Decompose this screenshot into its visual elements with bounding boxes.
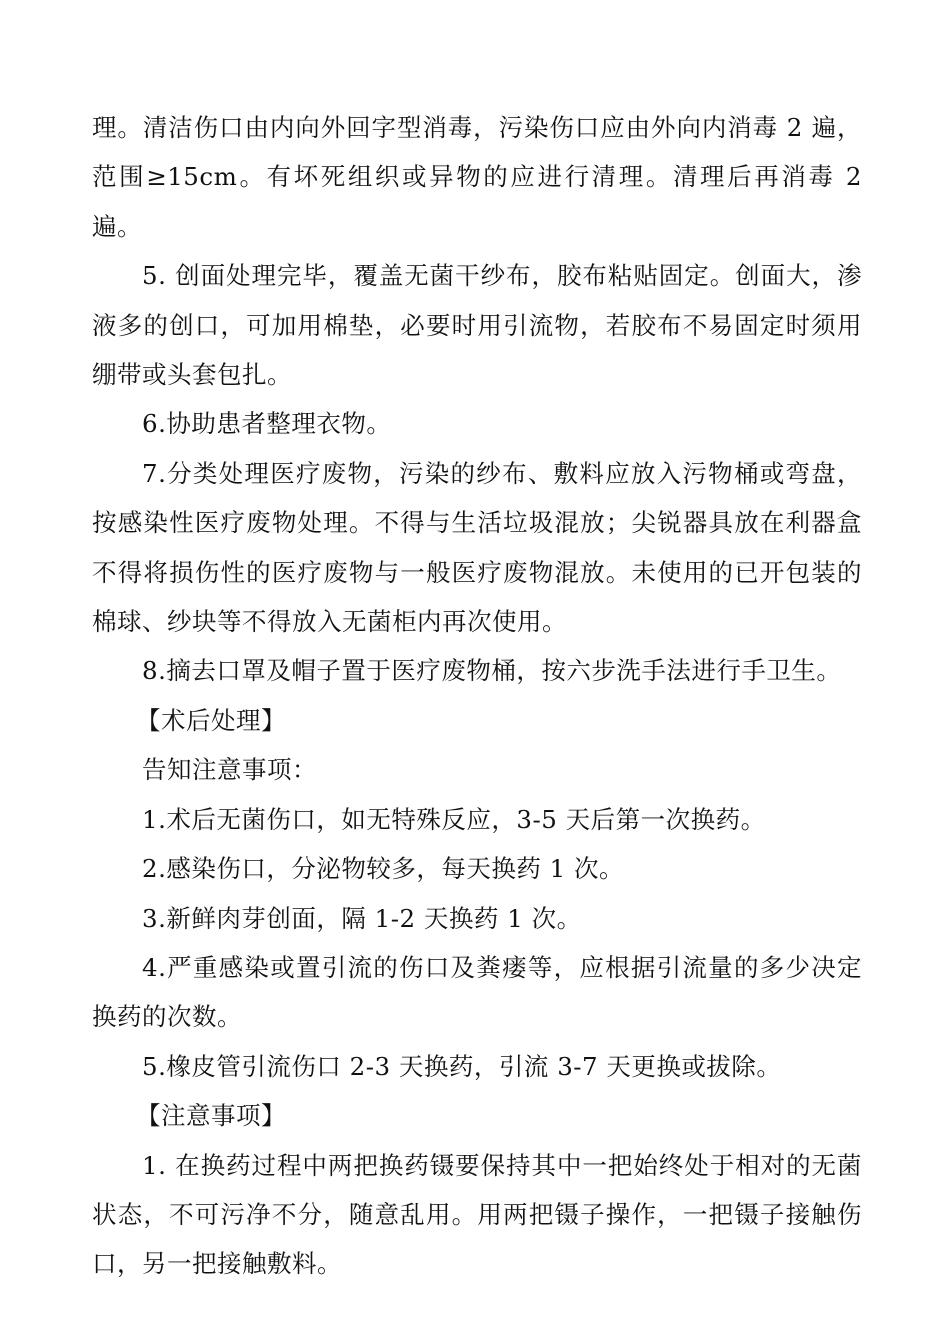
paragraph-continued: 理。清洁伤口由内向外回字型消毒，污染伤口应由外向内消毒 2 遍，范围≥15cm。有坏死组织或异物的应进行清理。清理后再消毒 2 遍。	[92, 113, 862, 241]
paragraph-item-8: 8.摘去口罩及帽子置于医疗废物桶，按六步洗手法进行手卫生。	[142, 656, 842, 686]
notice-item-1: 1.术后无菌伤口，如无特殊反应，3-5 天后第一次换药。	[142, 804, 766, 834]
notice-item-3: 3.新鲜肉芽创面，隔 1-2 天换药 1 次。	[142, 903, 582, 933]
document-page	[92, 103, 862, 1289]
notice-item-5: 5.橡皮管引流伤口 2-3 天换药，引流 3-7 天更换或拔除。	[142, 1051, 782, 1081]
notice-item-2: 2.感染伤口，分泌物较多，每天换药 1 次。	[142, 854, 625, 884]
paragraph-item-7: 7.分类处理医疗废物，污染的纱布、敷料应放入污物桶或弯盘，按感染性医疗废物处理。不得与生活垃圾混放；尖锐器具放在利器盒不得将损伤性的医疗废物与一般医疗废物混放。未使用的已开包装的棉球、纱块等不得放入无菌柜内再次使用。	[92, 458, 862, 637]
paragraph-item-5: 5. 创面处理完毕，覆盖无菌干纱布，胶布粘贴固定。创面大，渗液多的创口，可加用棉垫，必要时用引流物，若胶布不易固定时须用绷带或头套包扎。	[92, 261, 862, 390]
notice-item-4: 4.严重感染或置引流的伤口及粪瘘等，应根据引流量的多少决定换药的次数。	[92, 952, 862, 1032]
notes-item-1: 1. 在换药过程中两把换药镊要保持其中一把始终处于相对的无菌状态，不可污净不分，随意乱用。用两把镊子操作，一把镊子接触伤口，另一把接触敷料。	[92, 1150, 862, 1279]
paragraph-notice-intro: 告知注意事项：	[142, 755, 317, 785]
section-heading-notes: 【注意事项】	[136, 1101, 286, 1131]
section-heading-postop: 【术后处理】	[136, 705, 286, 735]
paragraph-item-6: 6.协助患者整理衣物。	[142, 409, 392, 439]
